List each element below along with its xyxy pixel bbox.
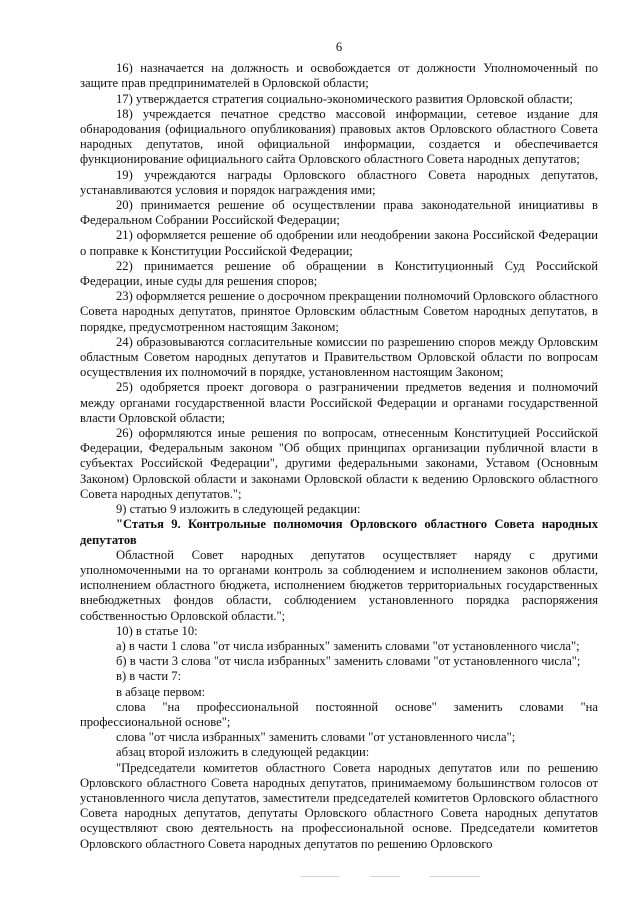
amendment-second-paragraph: абзац второй изложить в следующей редакции: (116, 745, 370, 760)
final-paragraph: "Председатели комитетов областного Совета народных депутатов или по решению Орловского областного Совета народных депутатов, принимаемому большинством голосов от установленного числа депутатов, заместители председателей комитетов Орловского областного Совета народных депутатов, депутаты Орловского областного Совета народных депутатов осуществляют свою деятельность на профессиональной основе. Председатели комитетов Орловского областного Совета народных депутатов по решению Орловского (80, 760, 598, 851)
amendment-item-b: б) в части 3 слова "от числа избранных" заменить словами "от установленного числа"; (116, 654, 581, 669)
paragraph-21: 21) оформляется решение об одобрении или неодобрении закона Российской Федерации о поправке к Конституции Российской Федерации; (80, 228, 598, 258)
amendment-item-10: 10) в статье 10: (116, 623, 198, 638)
amendment-item-a: а) в части 1 слова "от числа избранных" заменить словами "от установленного числа"; (116, 638, 580, 653)
amendment-replace-line-2: слова "от числа избранных" заменить словами "от установленного числа"; (116, 730, 516, 745)
article-heading: "Статья 9. Контрольные полномочия Орловского областного Совета народных депутатов (80, 517, 598, 547)
paragraph-17: 17) утверждается стратегия социально-экономического развития Орловской области; (116, 91, 573, 106)
amendment-replace-line: слова "на профессиональной постоянной основе" заменить словами "на профессиональной основе"; (80, 699, 598, 729)
paragraph-23: 23) оформляется решение о досрочном прекращении полномочий Орловского областного Совета народных депутатов, принятое Орловским областным Советом народных депутатов, в порядке, предусмотренном настоящим Законом; (80, 289, 598, 334)
paragraph-24: 24) образовываются согласительные комиссии по разрешению споров между Орловским областным Советом народных депутатов и Правительством Орловской области по вопросам осуществления их полномочий в порядке, установленном настоящим Законом; (80, 334, 598, 380)
page-number: 6 (335, 40, 343, 54)
amendment-item-v: в) в части 7: (116, 669, 182, 684)
paragraph-26: 26) оформляются иные решения по вопросам, отнесенным Конституцией Российской Федерации, Федеральным законом "Об общих принципах организации публичной власти в субъектах Российской Федерации", другими федеральными законами, Уставом (Основным Законом) Орловской области и законами Орловской области к ведению Орловского областного Совета народных депутатов."; (80, 426, 598, 501)
amendment-first-paragraph: в абзаце первом: (116, 684, 206, 699)
paragraph-20: 20) принимается решение об осуществлении права законодательной инициативы в Федеральном Собрании Российской Федерации; (80, 198, 598, 228)
paragraph-16: 16) назначается на должность и освобождается от должности Уполномоченный по защите прав предпринимателей в Орловской области; (80, 61, 598, 91)
paragraph-22: 22) принимается решение об обращении в Конституционный Суд Российской Федерации, иные суды для решения споров; (80, 258, 598, 289)
paragraph-25: 25) одобряется проект договора о разграничении предметов ведения и полномочий между органами государственной власти Российской Федерации и органами государственной власти Орловской области; (80, 380, 598, 425)
paragraph-18: 18) учреждается печатное средство массовой информации, сетевое издание для обнародования (официального опубликования) правовых актов Орловского областного Совета народных депутатов, иной официальной информации, создается и обеспечивается функционирование официального сайта Орловского областного Совета народных депутатов; (80, 106, 598, 167)
paragraph-19: 19) учреждаются награды Орловского областного Совета народных депутатов, устанавливаются условия и порядок награждения ими; (80, 167, 598, 197)
article-body: Областной Совет народных депутатов осуществляет наряду с другими уполномоченными на то органами контроль за соблюдением и исполнением законов области, исполнением областного бюджета, исполнением бюджетов территориальных государственных внебюджетных фондов области, соблюдением установленного порядка распоряжения собственностью Орловской области."; (80, 547, 598, 623)
paragraph-item-9: 9) статью 9 изложить в следующей редакции: (116, 502, 361, 517)
scan-footer-marks (300, 876, 560, 882)
